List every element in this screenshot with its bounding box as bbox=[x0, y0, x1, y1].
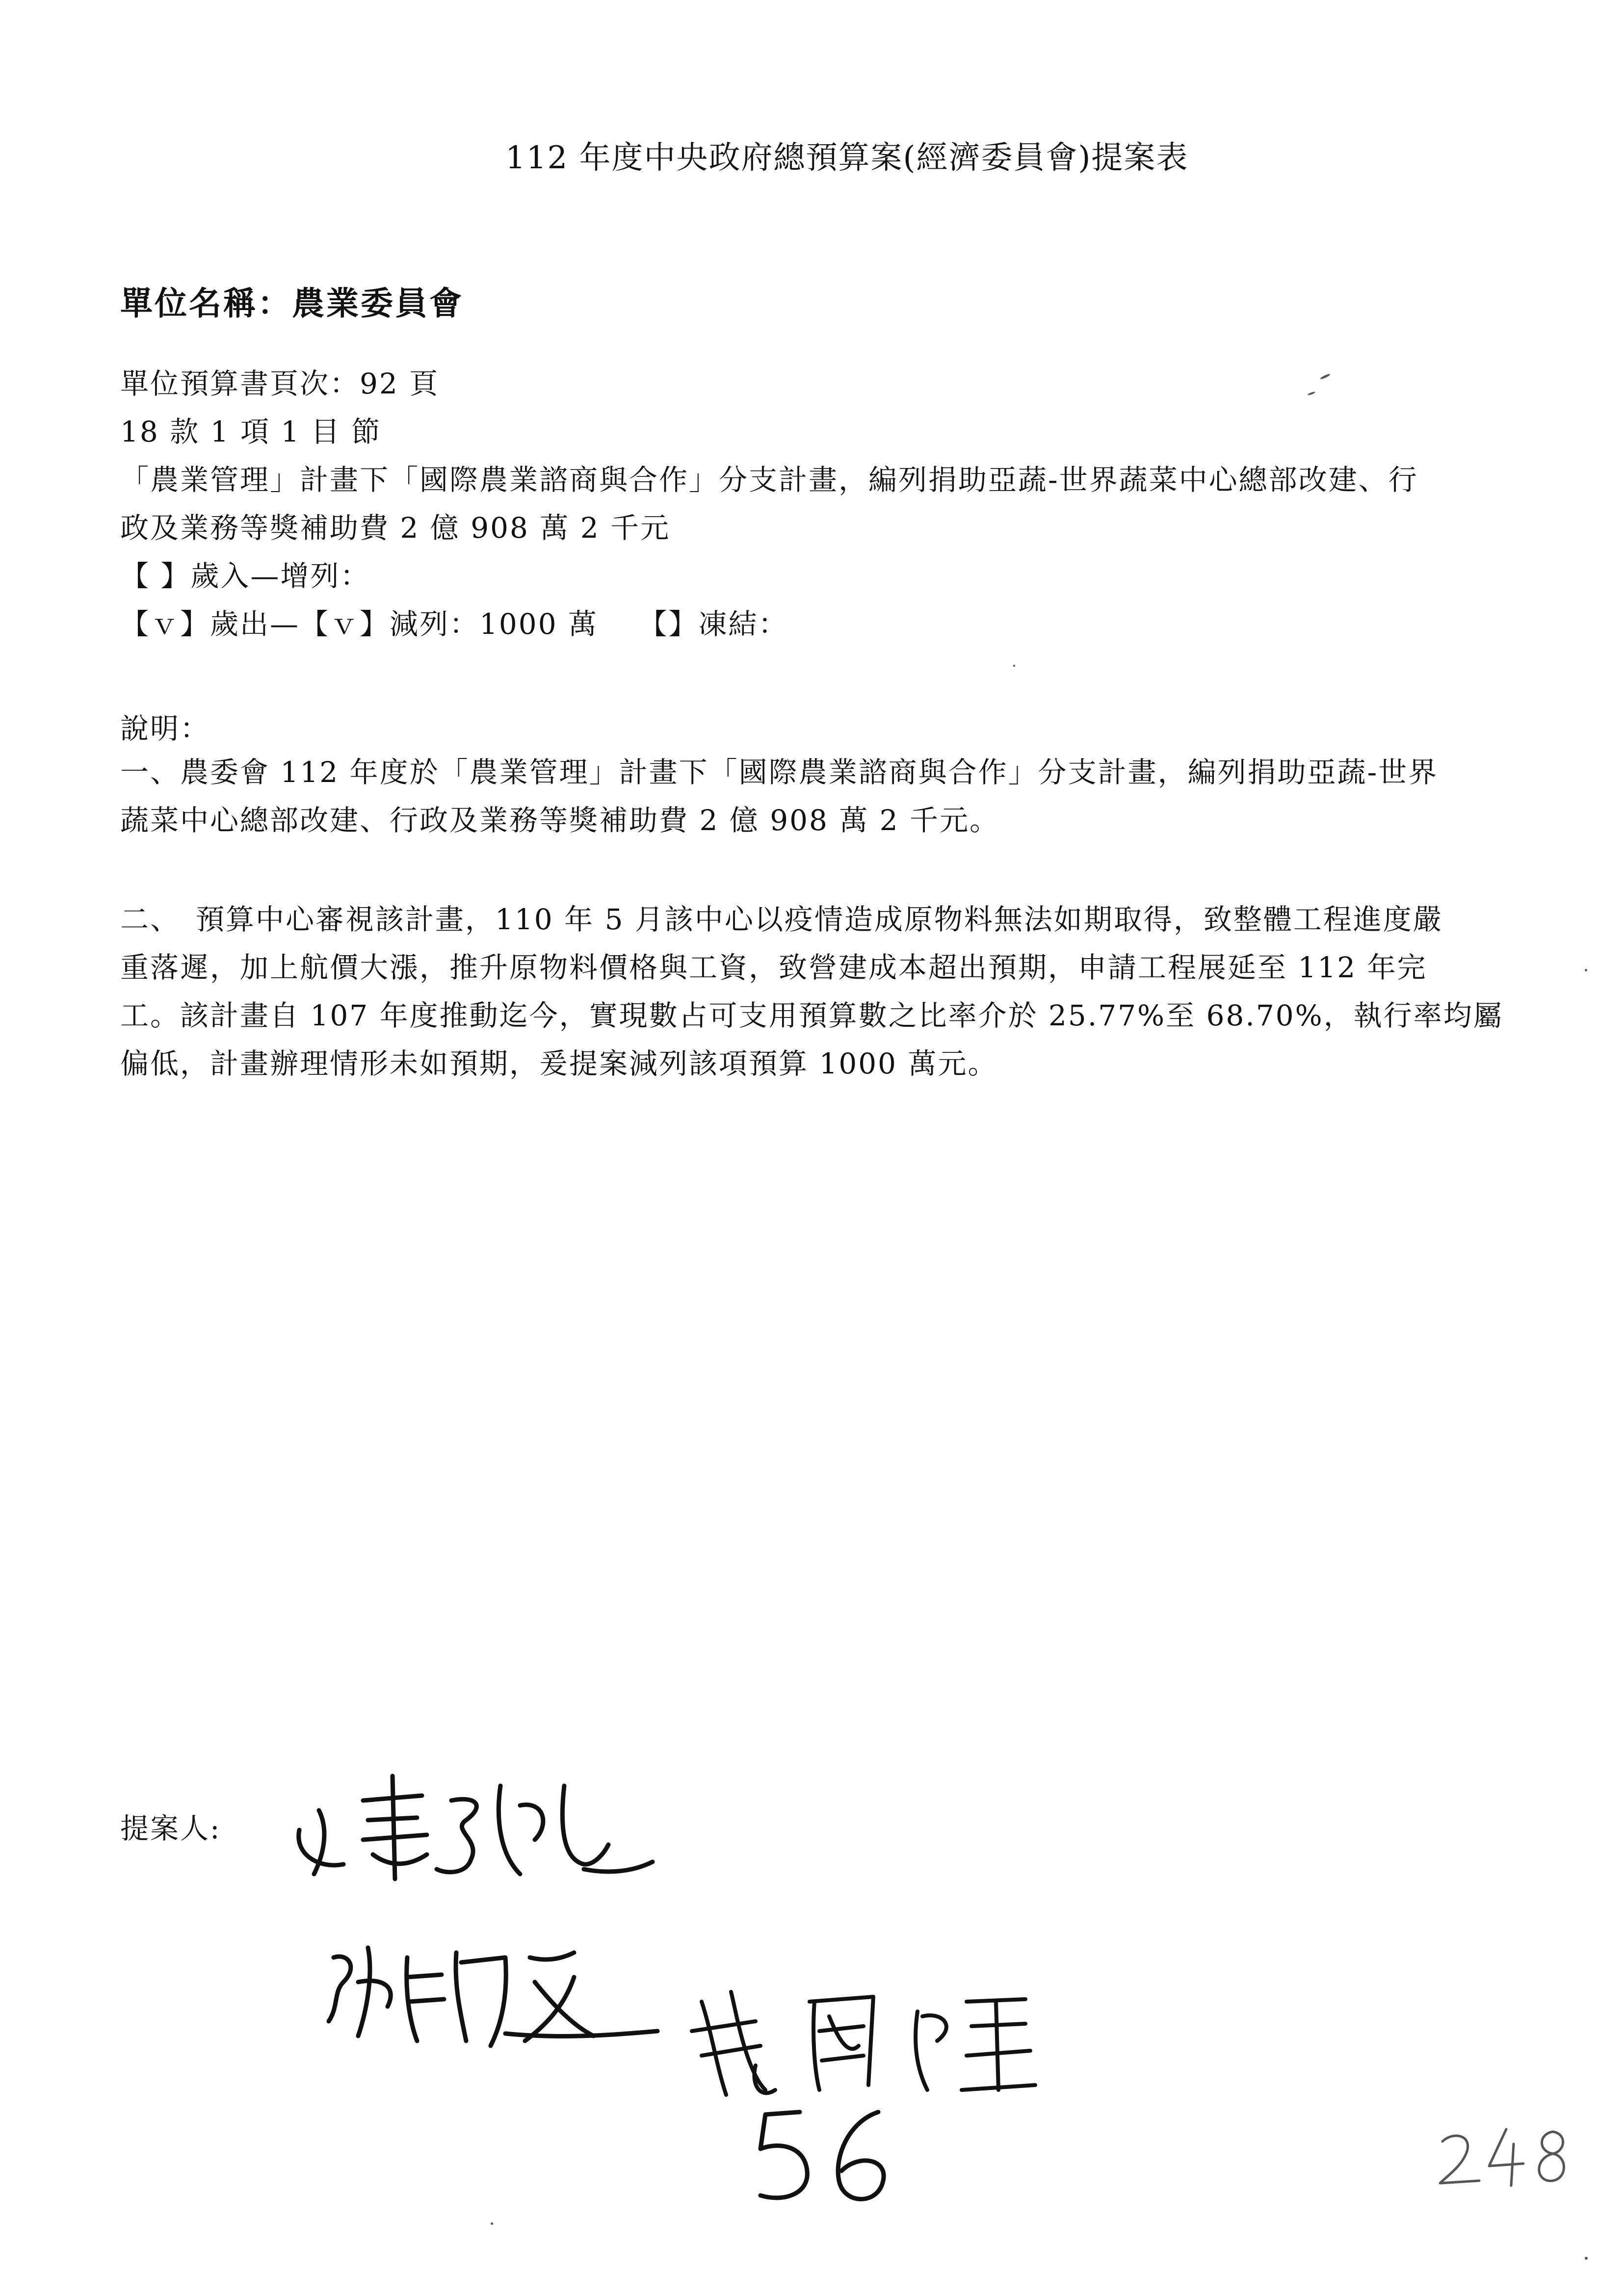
explanation-paragraph-2 bbox=[120, 895, 1533, 1088]
scan-speck bbox=[1320, 373, 1331, 380]
paragraph-2-line-4: 偏低，計畫辦理情形未如預期，爰提案減列該項預算 1000 萬元。 bbox=[120, 1047, 998, 1080]
scan-speck bbox=[491, 2222, 493, 2225]
paragraph-2-line-3: 工。該計畫自 107 年度推動迄今，實現數占可支用預算數之比率介於 25.77%至 68.70%，執行率均屬 bbox=[120, 999, 1503, 1032]
expense-line: 【ｖ】歲出—【ｖ】減列：1000 萬 【】凍結： bbox=[120, 607, 788, 641]
scan-speck bbox=[1585, 2257, 1588, 2260]
paragraph-2-line-2: 重落遲，加上航價大漲，推升原物料價格與工資，致營建成本超出預期，申請工程展延至 112 年完 bbox=[120, 951, 1427, 984]
page-number-handwritten bbox=[1433, 2122, 1580, 2191]
signature-1 bbox=[289, 1756, 662, 1894]
scan-speck bbox=[1308, 391, 1315, 395]
signature-2 bbox=[319, 1928, 662, 2056]
paragraph-1-line-1: 一、農委會 112 年度於「農業管理」計畫下「國際農業諮商與合作」分支計畫，編列捐助亞蔬-世界 bbox=[120, 756, 1439, 789]
paragraph-1-line-2: 蔬菜中心總部改建、行政及業務等獎補助費 2 億 908 萬 2 千元。 bbox=[120, 804, 1000, 837]
explanation-paragraph-1 bbox=[120, 748, 1533, 844]
plan-description-line-2: 政及業務等獎補助費 2 億 908 萬 2 千元 bbox=[120, 511, 671, 545]
explanation-label: 說明： bbox=[120, 712, 210, 745]
scan-speck bbox=[1585, 969, 1587, 971]
paragraph-2-line-1: 二、 預算中心審視該計畫，110 年 5 月該中心以疫情造成原物料無法如期取得，致整體工程進度嚴 bbox=[120, 903, 1443, 936]
budget-section: 18 款 1 項 1 目 節 bbox=[120, 415, 382, 448]
proposer-label: 提案人: bbox=[120, 1812, 221, 1845]
budget-page-ref: 單位預算書頁次：92 頁 bbox=[120, 367, 440, 400]
plan-description-line-1: 「農業管理」計畫下「國際農業諮商與合作」分支計畫，編列捐助亞蔬-世界蔬菜中心總部改建、行 bbox=[120, 463, 1418, 496]
signature-3 bbox=[682, 1972, 1045, 2110]
handwritten-number bbox=[746, 2102, 903, 2210]
unit-name: 單位名稱：農業委員會 bbox=[120, 284, 464, 322]
document-title: 112 年度中央政府總預算案(經濟委員會)提案表 bbox=[505, 140, 1189, 176]
scan-speck bbox=[1013, 665, 1015, 667]
revenue-line: 【 】歲入—增列： bbox=[120, 559, 370, 593]
